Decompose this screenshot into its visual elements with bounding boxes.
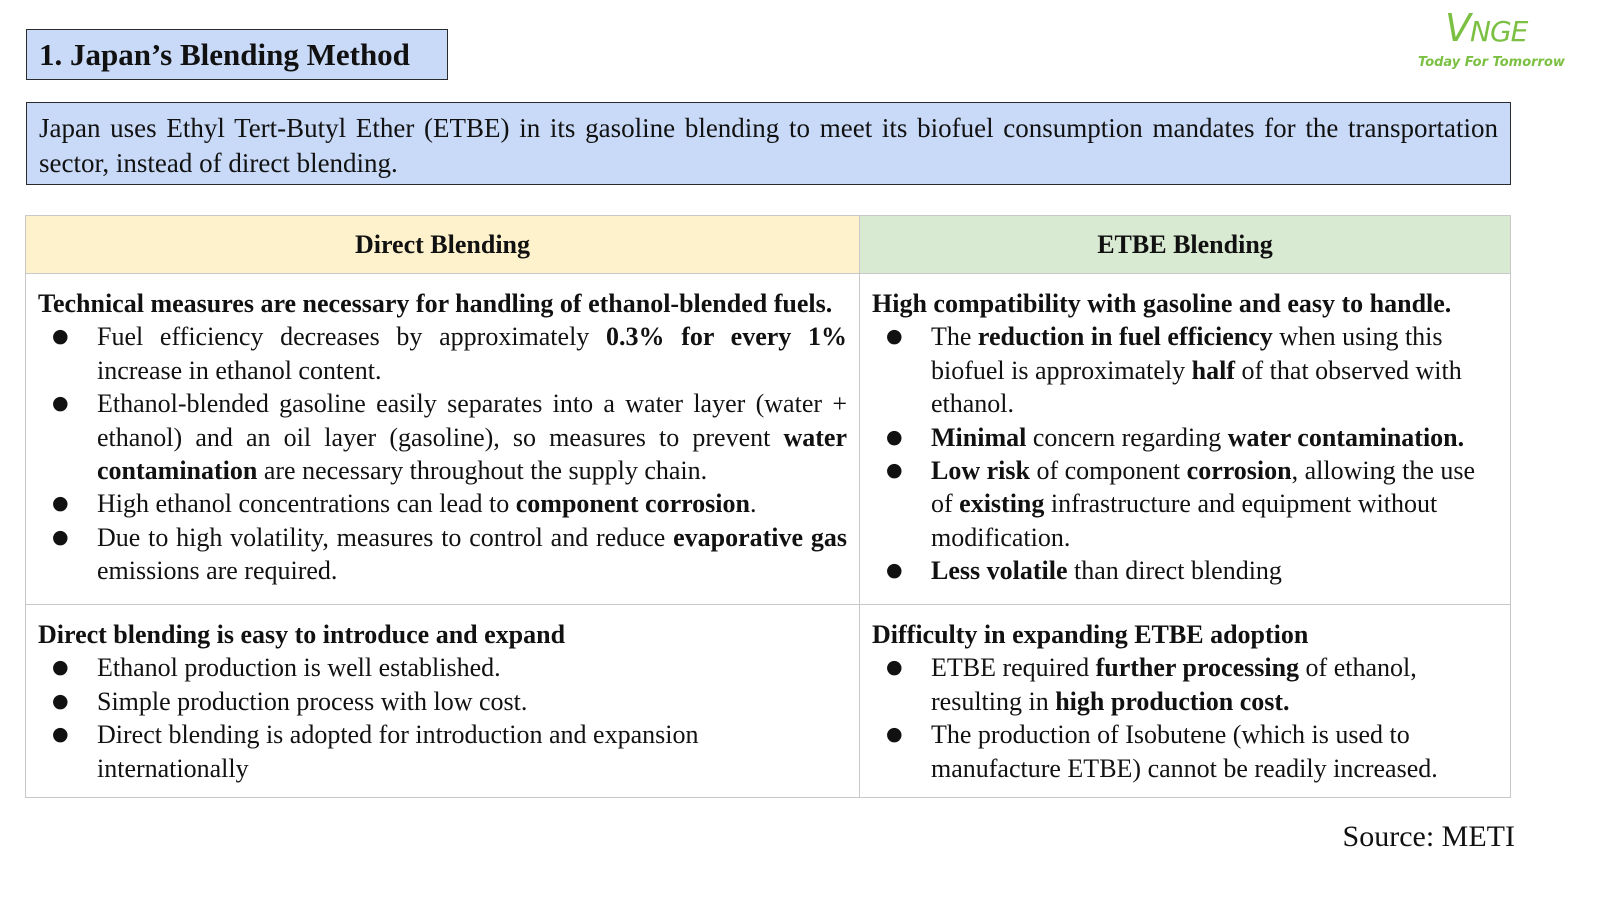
logo-tagline: Today For Tomorrow — [1418, 55, 1565, 70]
list-item: ● Fuel efficiency decreases by approximately 0.3% for every 1% increase in ethanol content. — [38, 320, 847, 387]
cell-heading: Technical measures are necessary for handling of ethanol-blended fuels. — [38, 289, 833, 318]
header-direct-blending: Direct Blending — [26, 216, 860, 274]
emphasis-text: reduction in fuel efficiency — [977, 322, 1273, 352]
emphasis-text: existing — [959, 489, 1045, 519]
table-row — [26, 274, 1511, 605]
emphasis-text: Minimal — [931, 422, 1027, 452]
emphasis-text: Less volatile — [931, 556, 1068, 586]
emphasis-text: corrosion — [1186, 456, 1292, 486]
emphasis-text: evaporative gas — [673, 522, 847, 552]
bullet-list — [38, 651, 847, 785]
emphasis-text: component corrosion — [515, 489, 750, 519]
bullet-list — [872, 320, 1498, 587]
logo-mark-rest: NGE — [1470, 15, 1528, 48]
cell-direct-technical — [26, 274, 860, 605]
list-item: ● Direct blending is adopted for introduction and expansion internationally — [38, 718, 847, 785]
source-note: Source: METI — [1342, 820, 1515, 853]
emphasis-text: half — [1191, 355, 1236, 385]
cell-heading: Direct blending is easy to introduce and expand — [38, 620, 566, 649]
emphasis-text: 0.3% for every 1% — [606, 322, 847, 352]
list-item: ● The production of Isobutene (which is used to manufacture ETBE) cannot be readily increased. — [872, 718, 1498, 785]
cell-direct-introduction — [26, 605, 860, 798]
table-header-row — [26, 216, 1511, 274]
comparison-table — [25, 215, 1511, 798]
emphasis-text: further processing — [1095, 653, 1300, 683]
cell-heading: Difficulty in expanding ETBE adoption — [872, 620, 1309, 649]
cell-etbe-compatibility — [860, 274, 1511, 605]
intro-text: Japan uses Ethyl Tert-Butyl Ether (ETBE) in its gasoline blending to meet its biofuel consumption mandates for the transportation sector, instead of direct blending. — [26, 102, 1511, 185]
cell-heading: High compatibility with gasoline and easy to handle. — [872, 289, 1452, 318]
list-item: ● Simple production process with low cost. — [38, 685, 847, 718]
vnge-logo — [1415, 6, 1565, 76]
list-item: ● Minimal concern regarding water contamination. — [872, 421, 1498, 454]
bullet-list — [38, 320, 847, 587]
table-row — [26, 605, 1511, 798]
emphasis-text: high production cost. — [1055, 686, 1290, 716]
list-item: ● Low risk of component corrosion, allowing the use of existing infrastructure and equipment without modification. — [872, 454, 1498, 554]
header-etbe-blending: ETBE Blending — [860, 216, 1511, 274]
list-item: ● ETBE required further processing of ethanol, resulting in high production cost. — [872, 651, 1498, 718]
list-item: ● Less volatile than direct blending — [872, 554, 1498, 587]
section-title: 1. Japan’s Blending Method — [26, 29, 448, 80]
emphasis-text: water contamination. — [1227, 422, 1465, 452]
cell-etbe-difficulty — [860, 605, 1511, 798]
emphasis-text: water contamination — [97, 422, 847, 486]
list-item: ● Ethanol-blended gasoline easily separates into a water layer (water + ethanol) and an oil layer (gasoline), so measures to prevent water contamination are necessary throughout the supply chain. — [38, 387, 847, 487]
bullet-list — [872, 651, 1498, 785]
logo-mark-initial: V — [1445, 6, 1470, 50]
list-item: ● Due to high volatility, measures to control and reduce evaporative gas emissions are required. — [38, 521, 847, 588]
list-item: ● Ethanol production is well established. — [38, 651, 847, 684]
list-item: ● The reduction in fuel efficiency when using this biofuel is approximately half of that observed with ethanol. — [872, 320, 1498, 420]
emphasis-text: Low risk — [931, 456, 1030, 486]
logo-mark — [1445, 6, 1527, 50]
list-item: ● High ethanol concentrations can lead to component corrosion. — [38, 487, 847, 520]
